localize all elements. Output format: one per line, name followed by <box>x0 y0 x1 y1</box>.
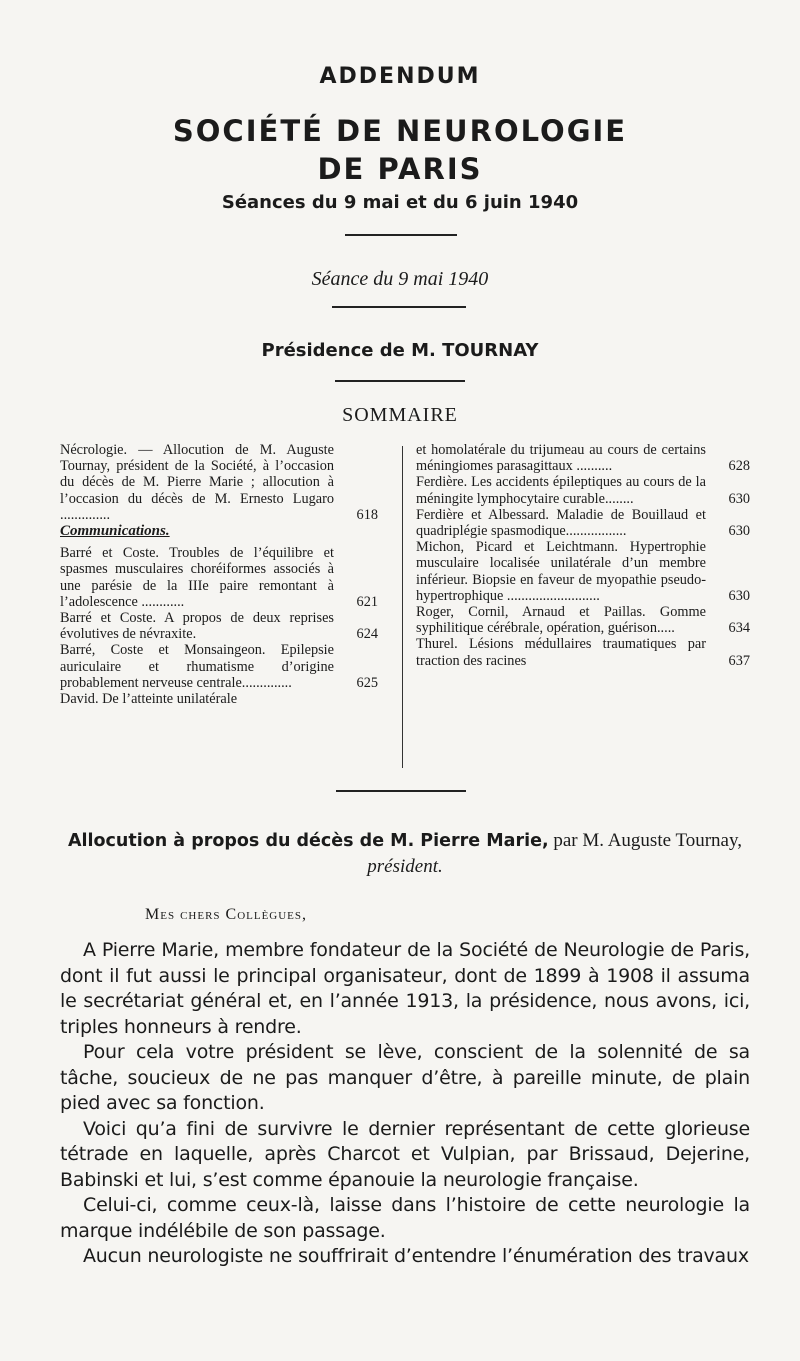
toc-entry-page: 634 <box>728 620 750 637</box>
toc-entry <box>416 507 750 539</box>
sommaire-left-column <box>60 442 378 707</box>
toc-entry-page: 628 <box>728 458 750 475</box>
toc-entry <box>60 610 378 642</box>
toc-entry-page: 624 <box>356 626 378 643</box>
toc-entry <box>416 539 750 604</box>
toc-entry-text: Roger, Cornil, Arnaud et Paillas. Gomme syphilitique cérébrale, opération, guérison..... <box>416 604 706 637</box>
toc-entry-text: Barré, Coste et Monsaingeon. Epilepsie auriculaire et rhumatisme d’origine probablement nerveuse centrale.............. <box>60 642 334 691</box>
salutation: Mes chers Collègues, <box>145 906 308 923</box>
divider-rule-2 <box>332 306 466 308</box>
toc-entry-page: 625 <box>356 674 378 691</box>
toc-entry-page: 618 <box>356 506 378 523</box>
toc-entry-page: 630 <box>728 490 750 507</box>
toc-entry-page: 621 <box>356 593 378 610</box>
paragraph: Voici qu’a fini de survivre le dernier représentant de cette glorieuse tétrade en laquelle, après Charcot et Vulpian, par Brissaud, Dejerine, Babinski et lui, s’est comme épanouie la neurologie française. <box>60 1117 750 1191</box>
toc-entry <box>60 442 378 523</box>
toc-entry-page: 630 <box>728 523 750 540</box>
toc-entry <box>416 636 750 668</box>
society-title <box>0 112 800 188</box>
paragraph: Aucun neurologiste ne souffrirait d’entendre l’énumération des travaux <box>83 1245 749 1267</box>
toc-entry <box>416 442 750 474</box>
sommaire-right-column <box>416 442 750 669</box>
paragraph: Celui-ci, comme ceux-là, laisse dans l’histoire de cette neurologie la marque indélébile de son passage. <box>60 1194 750 1242</box>
sommaire-heading: SOMMAIRE <box>342 404 458 426</box>
toc-entry-text: Barré et Coste. Troubles de l’équilibre et spasmes musculaires choréiformes associés à une parésie de la IIIe paire remontant à l’adolescence ............ <box>60 545 334 610</box>
divider-rule-1 <box>345 234 457 236</box>
article-title-bold: Allocution à propos du décès de M. Pierre Marie, <box>67 831 549 851</box>
toc-entry <box>416 474 750 506</box>
seances-subtitle: Séances du 9 mai et du 6 juin 1940 <box>221 192 579 213</box>
toc-entry-text: Barré et Coste. A propos de deux reprises évolutives de névraxite. <box>60 610 334 643</box>
toc-entry <box>60 642 378 691</box>
toc-entry-page: 637 <box>728 652 750 669</box>
divider-rule-4 <box>336 790 466 792</box>
toc-entry-text: David. De l’atteinte unilatérale <box>60 691 238 708</box>
society-title-line2: DE PARIS <box>317 152 483 186</box>
sommaire-column-divider <box>402 446 403 768</box>
toc-entry <box>416 604 750 636</box>
article-title-author: par M. Auguste Tournay, <box>548 830 743 851</box>
article-body <box>60 938 750 1270</box>
paragraph: Pour cela votre président se lève, conscient de la solennité de sa tâche, soucieux de ne pas manquer d’être, à pareille minute, de plain pied avec sa fonction. <box>60 1041 750 1114</box>
toc-entry-text: et homolatérale du trijumeau au cours de certains méningiomes parasagittaux .......... <box>416 442 706 475</box>
addendum-heading: ADDENDUM <box>319 64 481 89</box>
divider-rule-3 <box>335 380 465 382</box>
toc-entry <box>60 691 378 707</box>
paragraph: A Pierre Marie, membre fondateur de la Société de Neurologie de Paris, dont il fut aussi le principal organisateur, dont de 1899 à 1908 il assuma le secrétariat général et, en l’année 1913, la présidence, nous avons, ici, triples honneurs à rendre. <box>60 939 750 1038</box>
toc-entry-text: Nécrologie. — Allocution de M. Auguste Tournay, président de la Société, à l’occasion du décès de M. Pierre Marie ; allocution à l’occasion du décès de M. Ernesto Lugaro .............. <box>60 442 334 523</box>
article-title-role: président. <box>367 856 443 877</box>
seance-date-heading: Séance du 9 mai 1940 <box>311 268 489 290</box>
presidence-heading: Présidence de M. TOURNAY <box>261 340 539 361</box>
society-title-line1: SOCIÉTÉ DE NEUROLOGIE <box>172 114 628 148</box>
communications-heading: Communications. <box>60 523 170 540</box>
toc-entry-text: Thurel. Lésions médullaires traumatiques par traction des racines <box>416 636 706 669</box>
toc-entry <box>60 545 378 610</box>
toc-entry-text: Ferdière. Les accidents épileptiques au cours de la méningite lymphocytaire curable........ <box>416 474 706 507</box>
toc-entry-page: 630 <box>728 587 750 604</box>
article-title <box>60 828 750 880</box>
toc-entry-text: Ferdière et Albessard. Maladie de Bouillaud et quadriplégie spasmodique................. <box>416 506 706 540</box>
toc-entry-text: Michon, Picard et Leichtmann. Hypertrophie musculaire localisée unilatérale d’un membre inférieur. Biopsie en faveur de myopathie pseudo-hypertrophique .......................... <box>416 539 706 604</box>
